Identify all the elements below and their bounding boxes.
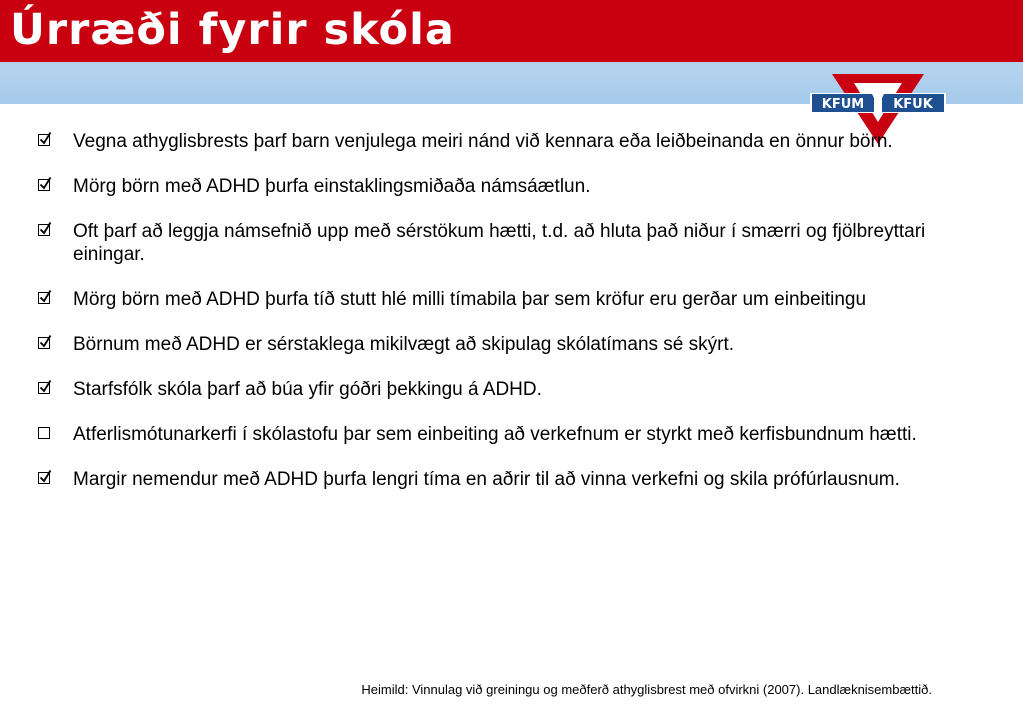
checked-box-icon xyxy=(38,292,50,304)
bullet-text: Mörg börn með ADHD þurfa einstaklingsmiðaða námsáætlun. xyxy=(73,176,591,197)
bullet-text: Atferlismótunarkerfi í skólastofu þar sem einbeiting að verkefnum er styrkt með kerfisbundnum hætti. xyxy=(73,424,917,445)
checked-box-icon xyxy=(38,472,50,484)
logo-text-right: KFUK xyxy=(893,97,933,112)
checked-box-icon xyxy=(38,224,50,236)
bullet-text: Mörg börn með ADHD þurfa tíð stutt hlé milli tímabila þar sem kröfur eru gerðar um einbeitingu xyxy=(73,289,867,310)
bullet-item xyxy=(38,333,943,356)
bullet-text: Oft þarf að leggja námsefnið upp með sérstökum hætti, t.d. að hluta það niður í smærri og fjölbreyttari einingar. xyxy=(73,221,926,265)
bullet-item xyxy=(38,423,943,446)
empty-box-icon xyxy=(38,427,50,439)
bullet-text: Vegna athyglisbrests þarf barn venjulega meiri nánd við kennara eða leiðbeinanda en önnur börn. xyxy=(73,131,893,152)
bullet-item xyxy=(38,468,943,491)
bullet-item xyxy=(38,378,943,401)
checked-box-icon xyxy=(38,179,50,191)
source-citation: Heimild: Vinnulag við greiningu og meðferð athyglisbrest með ofvirkni (2007). Landlæknisembættið. xyxy=(361,682,932,697)
bullet-list xyxy=(38,130,943,513)
slide-title: Úrræði fyrir skóla xyxy=(10,5,455,55)
title-bar xyxy=(0,0,1023,62)
bullet-item xyxy=(38,220,943,266)
bullet-item xyxy=(38,175,943,198)
checked-box-icon xyxy=(38,382,50,394)
bullet-item xyxy=(38,130,943,153)
bullet-text: Margir nemendur með ADHD þurfa lengri tíma en aðrir til að vinna verkefni og skila prófúrlausnum. xyxy=(73,469,900,490)
logo-text-left: KFUM xyxy=(821,97,865,112)
bullet-text: Börnum með ADHD er sérstaklega mikilvægt að skipulag skólatímans sé skýrt. xyxy=(73,334,735,355)
checked-box-icon xyxy=(38,134,50,146)
bullet-text: Starfsfólk skóla þarf að búa yfir góðri þekkingu á ADHD. xyxy=(73,379,542,400)
bullet-item xyxy=(38,288,943,311)
checked-box-icon xyxy=(38,337,50,349)
